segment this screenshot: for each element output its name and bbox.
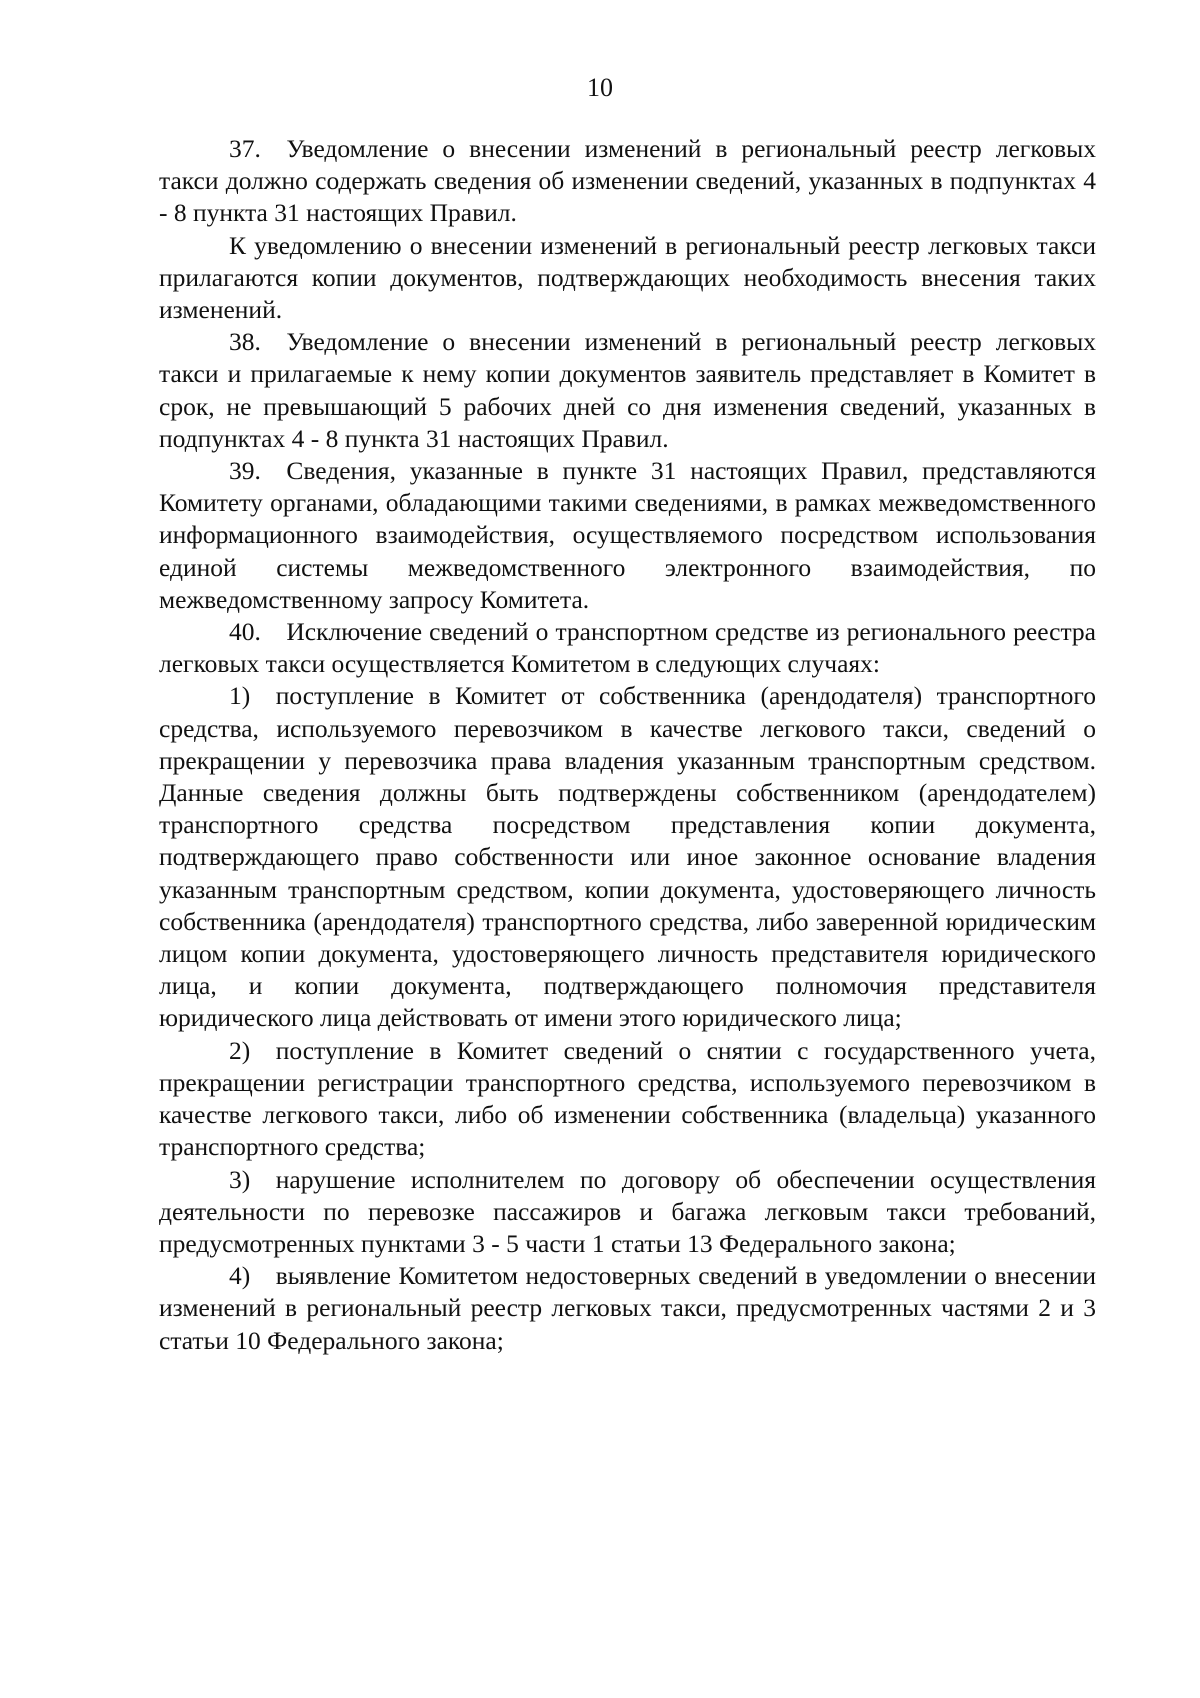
paragraph-37: 37. Уведомление о внесении изменений в региональный реестр легковых такси должно содержать сведения об изменении сведений, указанных в подпунктах 4 - 8 пункта 31 настоящих Правил. (159, 134, 1096, 228)
list-item-3: 3) нарушение исполнителем по договору об обеспечении осуществления деятельности по перевозке пассажиров и багажа легковым такси требований, предусмотренных пунктами 3 - 5 части 1 статьи 13 Федерального закона; (159, 1164, 1096, 1258)
document-body (159, 133, 1096, 1357)
paragraph-39: 39. Сведения, указанные в пункте 31 настоящих Правил, представляются Комитету органами, обладающими такими сведениями, в рамках межведомственного информационного взаимодействия, осуществляемого посредством использования единой системы межведомственного электронного взаимодействия, по межведомственному запросу Комитета. (159, 456, 1096, 614)
list-item-1: 1) поступление в Комитет от собственника (арендодателя) транспортного средства, используемого перевозчиком в качестве легкового такси, сведений о прекращении у перевозчика права владения указанным транспортным средством. Данные сведения должны быть подтверждены собственником (арендодателем) транспортного средства посредством представления копии документа, подтверждающего право собственности или иное законное основание владения указанным транспортным средством, копии документа, удостоверяющего личность собственника (арендодателя) транспортного средства, либо заверенной юридическим лицом копии документа, удостоверяющего личность представителя юридического лица, и копии документа, подтверждающего полномочия представителя юридического лица действовать от имени этого юридического лица; (159, 681, 1096, 1033)
list-item-4: 4) выявление Комитетом недостоверных сведений в уведомлении о внесении изменений в региональный реестр легковых такси, предусмотренных частями 2 и 3 статьи 10 Федерального закона; (159, 1261, 1096, 1355)
paragraph-40: 40. Исключение сведений о транспортном средстве из регионального реестра легковых такси осуществляется Комитетом в следующих случаях: (159, 617, 1096, 679)
paragraph-37-attachments: К уведомлению о внесении изменений в региональный реестр легковых такси прилагаются копии документов, подтверждающих необходимость внесения таких изменений. (159, 230, 1096, 325)
list-item-2: 2) поступление в Комитет сведений о снятии с государственного учета, прекращении регистрации транспортного средства, используемого перевозчиком в качестве легкового такси, либо об изменении собственника (владельца) указанного транспортного средства; (159, 1035, 1096, 1162)
paragraph-38: 38. Уведомление о внесении изменений в региональный реестр легковых такси и прилагаемые к нему копии документов заявитель представляет в Комитет в срок, не превышающий 5 рабочих дней со дня изменения сведений, указанных в подпунктах 4 - 8 пункта 31 настоящих Правил. (159, 327, 1096, 453)
page-number: 10 (587, 73, 613, 102)
